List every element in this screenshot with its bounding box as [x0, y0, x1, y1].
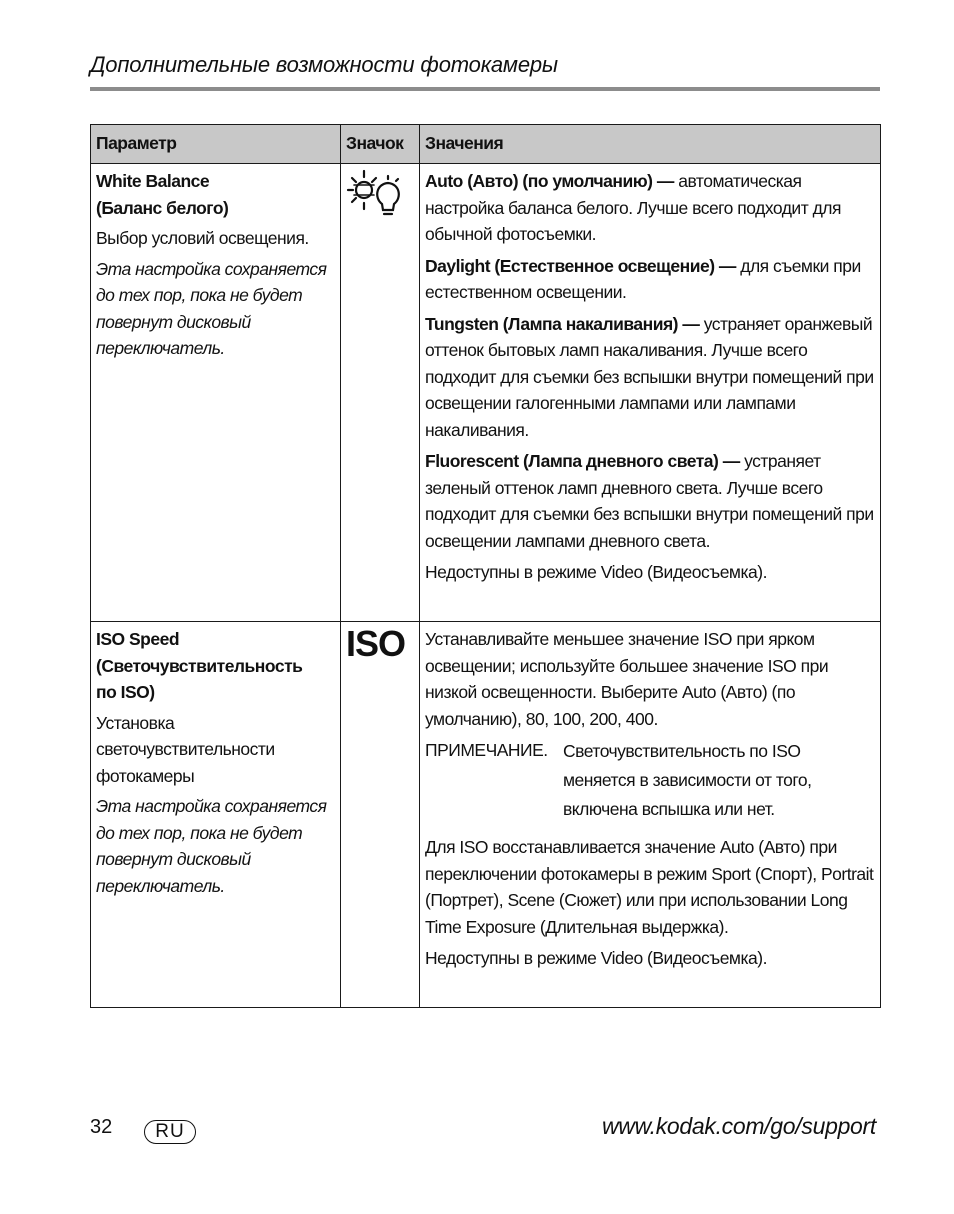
param-title-line: (Светочувствительность [96, 655, 303, 676]
value-text: для съемки при естественном освещении. [425, 255, 861, 302]
iso-intro: Устанавливайте меньшее значение ISO при ярком освещении; используйте большее значение ISO при низкой освещенности. Выберите Auto (Авто) (по умолчанию), 80, 100, 200, 400. [425, 629, 829, 729]
values-cell [420, 164, 881, 622]
value-label: Daylight (Естественное освещение) — [425, 255, 736, 276]
header-divider [90, 87, 880, 91]
param-title-line: ISO Speed [96, 629, 180, 649]
param-title-line: по ISO) [96, 682, 155, 702]
value-fluorescent [425, 448, 876, 554]
value-label: Tungsten (Лампа накаливания) — [425, 313, 700, 334]
white-balance-icon [346, 168, 408, 222]
note-label: ПРИМЕЧАНИЕ. [425, 740, 548, 760]
param-description: Выбор условий освещения. [96, 228, 309, 248]
support-url: www.kodak.com/go/support [601, 1113, 876, 1139]
note-text: Светочувствительность по ISO меняется в зависимости от того, включена вспышка или нет. [563, 741, 812, 819]
value-label: Fluorescent (Лампа дневного света) — [425, 451, 740, 471]
value-text: автоматическая настройка баланса белого. Лучше всего подходит для обычной фотосъемки. [425, 171, 841, 244]
value-auto [425, 168, 876, 248]
value-label: Auto (Авто) (по умолчанию) — [425, 171, 674, 191]
value-unavailable-note: Недоступны в режиме Video (Видеосъемка). [425, 948, 767, 968]
settings-table [90, 124, 881, 1008]
value-tungsten [425, 311, 876, 444]
param-title-line: (Баланс белого) [96, 197, 229, 218]
icon-cell [341, 164, 420, 622]
param-note: Эта настройка сохраняется до тех пор, пока не будет повернут дисковый переключатель. [96, 258, 327, 358]
table-row-iso-speed [91, 622, 881, 1008]
values-cell [420, 622, 881, 1008]
param-note: Эта настройка сохраняется до тех пор, пока не будет повернут дисковый переключатель. [96, 796, 327, 896]
param-cell [91, 164, 341, 622]
table-row-white-balance [91, 164, 881, 622]
value-text: Недоступны в режиме Video (Видеосъемка). [425, 562, 767, 582]
value-unavailable-note [425, 559, 876, 586]
value-text: устраняет зеленый оттенок ламп дневного света. Лучше всего подходит для съемки без вспышки внутри помещений при освещении лампами дневного света. [425, 451, 874, 551]
param-title-line: White Balance [96, 171, 210, 191]
value-text: устраняет оранжевый оттенок бытовых ламп накаливания. Лучше всего подходит для съемки без вспышки внутри помещений при освещении галогенными лампами или лампами накаливания. [425, 313, 874, 440]
param-cell [91, 622, 341, 1008]
language-badge: RU [144, 1120, 196, 1144]
param-title [96, 168, 336, 221]
iso-note [425, 737, 876, 824]
iso-reset-info: Для ISO восстанавливается значение Auto (Авто) при переключении фотокамеры в режим Sport (Спорт), Portrait (Портрет), Scene (Сюжет) или при использовании Long Time Exposure (Длительная выдержка). [425, 837, 874, 937]
column-header-values: Значения [420, 125, 881, 164]
param-title [96, 626, 336, 706]
page-title: Дополнительные возможности фотокамеры [90, 52, 558, 77]
column-header-parameter: Параметр [91, 125, 341, 164]
value-daylight [425, 253, 876, 306]
param-description: Установка светочувствительности фотокамеры [96, 712, 275, 786]
table-header-row [91, 125, 881, 164]
iso-icon: ISO [341, 622, 420, 1008]
column-header-icon: Значок [341, 125, 420, 164]
page-number: 32 [90, 1116, 113, 1138]
